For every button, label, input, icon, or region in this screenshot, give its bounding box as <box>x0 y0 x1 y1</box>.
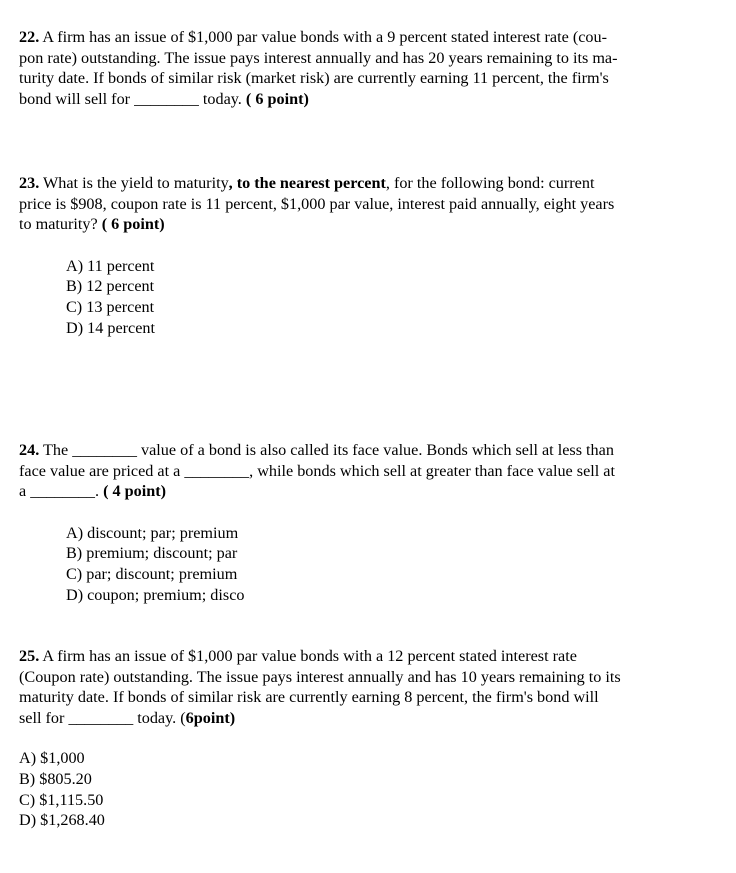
stem-text: What is the yield to maturity <box>43 174 229 192</box>
stem-line: A firm has an issue of $1,000 par value bonds with a 12 percent stated interest rate <box>42 647 577 665</box>
choice-d[interactable]: D) 14 percent <box>66 318 155 337</box>
question-number: 23. <box>19 174 40 192</box>
stem-line: A firm has an issue of $1,000 par value bonds with a 9 percent stated interest rate (cou- <box>42 28 607 46</box>
choice-c[interactable]: C) 13 percent <box>66 297 155 316</box>
answer-choices <box>19 256 709 338</box>
choice-d[interactable]: D) coupon; premium; disco <box>66 585 245 604</box>
question-23 <box>19 173 709 338</box>
stem-line: price is $908, coupon rate is 11 percent, $1,000 par value, interest paid annually, eight years <box>19 194 615 213</box>
choice-a[interactable]: A) discount; par; premium <box>66 523 239 542</box>
stem-line: maturity date. If bonds of similar risk are currently earning 8 percent, the firm's bond will <box>19 688 599 707</box>
choice-d[interactable]: D) $1,268.40 <box>19 811 105 830</box>
choice-a[interactable]: A) $1,000 <box>19 749 85 768</box>
choice-c[interactable]: C) $1,115.50 <box>19 790 104 809</box>
points-label: 6point) <box>185 708 236 727</box>
emphasis-text: , to the nearest percent <box>228 174 386 192</box>
answer-choices <box>19 748 709 830</box>
stem-line: sell for ________ today. ( <box>19 708 186 727</box>
question-number: 24. <box>19 441 40 459</box>
question-number: 25. <box>19 647 40 665</box>
stem-line: to maturity? <box>19 215 98 234</box>
question-number: 22. <box>19 28 40 46</box>
question-22 <box>19 27 709 109</box>
stem-line: (Coupon rate) outstanding. The issue pays interest annually and has 10 years remaining to its <box>19 667 621 686</box>
question-stem <box>19 646 709 728</box>
question-24 <box>19 440 709 605</box>
stem-line: face value are priced at a ________, while bonds which sell at greater than face value sell at <box>19 461 615 480</box>
stem-line: a ________. <box>19 482 100 501</box>
stem-line: turity date. If bonds of similar risk (market risk) are currently earning 11 percent, the firm's <box>19 69 609 88</box>
choice-b[interactable]: B) premium; discount; par <box>66 544 238 563</box>
stem-line: The ________ value of a bond is also called its face value. Bonds which sell at less than <box>43 441 614 459</box>
choice-b[interactable]: B) 12 percent <box>66 277 155 296</box>
points-label: ( 4 point) <box>103 482 167 501</box>
question-stem <box>19 27 709 109</box>
choice-c[interactable]: C) par; discount; premium <box>66 564 238 583</box>
points-label: ( 6 point) <box>101 215 165 234</box>
question-stem <box>19 440 709 502</box>
stem-line: pon rate) outstanding. The issue pays interest annually and has 20 years remaining to its ma- <box>19 48 618 67</box>
question-stem <box>19 173 709 235</box>
question-25 <box>19 646 709 831</box>
choice-a[interactable]: A) 11 percent <box>66 256 155 275</box>
answer-choices <box>19 523 709 605</box>
choice-b[interactable]: B) $805.20 <box>19 769 92 788</box>
points-label: ( 6 point) <box>245 89 309 108</box>
stem-text: , for the following bond: current <box>385 174 595 192</box>
stem-line: bond will sell for ________ today. <box>19 89 242 108</box>
